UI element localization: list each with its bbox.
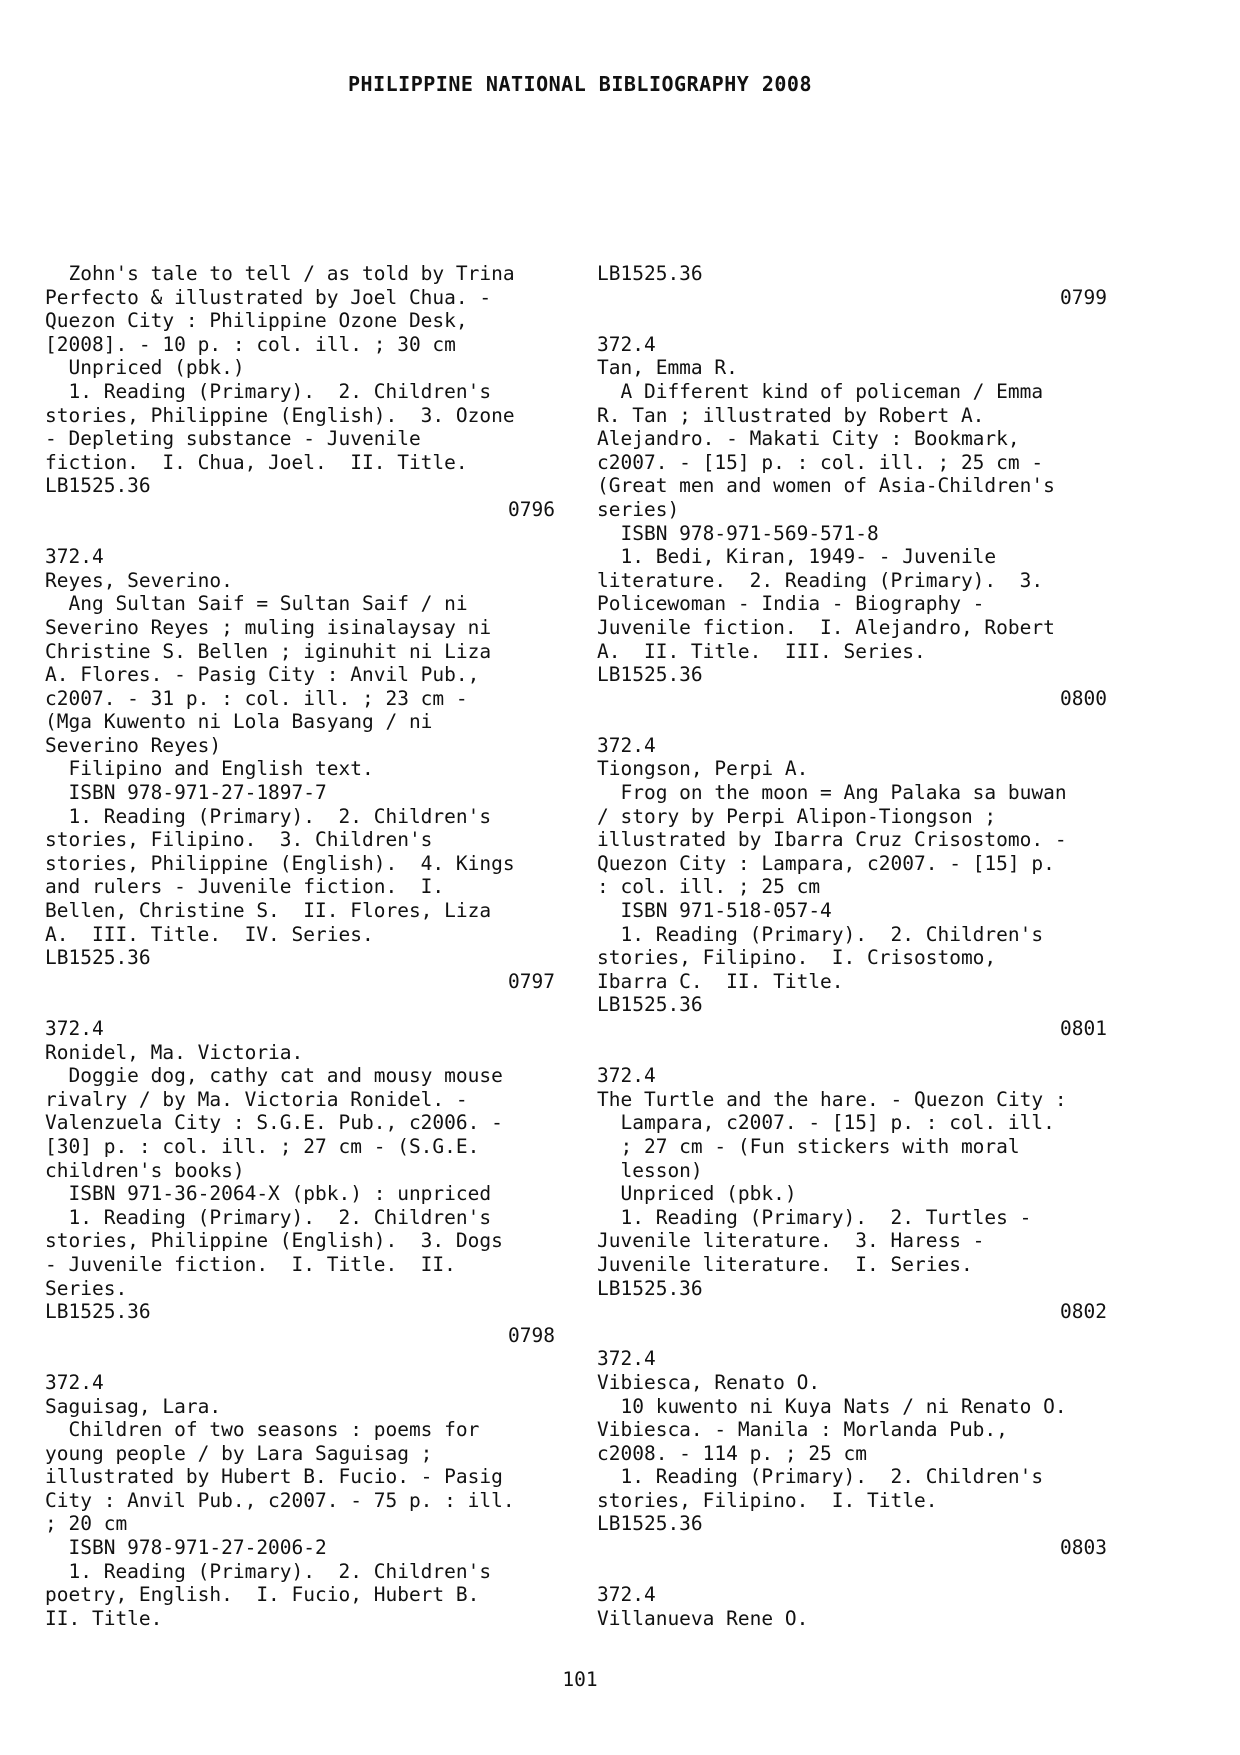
bibliography-line (597, 309, 1107, 333)
entry-number: 0797 (508, 969, 555, 993)
bibliography-line: Quezon City : Lampara, c2007. - [15] p. (597, 851, 1055, 875)
bibliography-line: children's books) (45, 1158, 245, 1182)
bibliography-line (597, 1324, 1107, 1348)
bibliography-line: The Turtle and the hare. - Quezon City : (597, 1087, 1067, 1111)
bibliography-line: young people / by Lara Saguisag ; (45, 1441, 433, 1465)
bibliography-line: 1. Reading (Primary). 2. Children's (45, 379, 492, 403)
bibliography-line: Unpriced (pbk.) (597, 1182, 797, 1206)
bibliography-line: poetry, English. I. Fucio, Hubert B. (45, 1583, 480, 1607)
bibliography-line: LB1525.36 (45, 474, 151, 498)
bibliography-line: literature. 2. Reading (Primary). 3. (597, 568, 1044, 592)
bibliography-line (45, 1347, 555, 1371)
bibliography-line: Juvenile literature. 3. Haress - (597, 1229, 985, 1253)
bibliography-line: ISBN 978-971-27-2006-2 (45, 1536, 327, 1560)
bibliography-line: Valenzuela City : S.G.E. Pub., c2006. - (45, 1111, 503, 1135)
bibliography-line (45, 522, 555, 546)
bibliography-line: fiction. I. Chua, Joel. II. Title. (45, 450, 468, 474)
bibliography-line: LB1525.36 (597, 262, 703, 285)
bibliography-line: 1. Reading (Primary). 2. Children's (597, 1465, 1044, 1489)
bibliography-line: - Juvenile fiction. I. Title. II. (45, 1252, 456, 1276)
bibliography-line: LB1525.36 (45, 946, 151, 970)
bibliography-line: LB1525.36 (597, 1276, 703, 1300)
bibliography-line: Ronidel, Ma. Victoria. (45, 1040, 304, 1064)
bibliography-line: rivalry / by Ma. Victoria Ronidel. - (45, 1087, 468, 1111)
bibliography-line: Severino Reyes ; muling isinalaysay ni (45, 615, 492, 639)
bibliography-line: 372.4 (45, 545, 104, 569)
bibliography-line: Vibiesca, Renato O. (597, 1370, 821, 1394)
bibliography-line: ; 20 cm (45, 1512, 128, 1536)
bibliography-line: LB1525.36 (597, 663, 703, 687)
bibliography-line: c2007. - 31 p. : col. ill. ; 23 cm - (45, 686, 468, 710)
bibliography-line (597, 710, 1107, 734)
bibliography-line: (Great men and women of Asia-Children's (597, 474, 1055, 498)
entry-number: 0803 (1060, 1536, 1107, 1560)
bibliography-line: 372.4 (597, 332, 656, 356)
page-title: PHILIPPINE NATIONAL BIBLIOGRAPHY 2008 (347, 72, 813, 96)
bibliography-line: Unpriced (pbk.) (45, 356, 245, 380)
right-column (597, 262, 1107, 1630)
bibliography-line: 1. Reading (Primary). 2. Children's (597, 922, 1044, 946)
bibliography-line: Saguisag, Lara. (45, 1394, 222, 1418)
bibliography-line: 1. Reading (Primary). 2. Children's (45, 1559, 492, 1583)
bibliography-line: (Mga Kuwento ni Lola Basyang / ni (45, 710, 433, 734)
bibliography-line: ; 27 cm - (Fun stickers with moral (597, 1134, 1020, 1158)
bibliography-line: Ang Sultan Saif = Sultan Saif / ni (45, 592, 468, 616)
bibliography-line: Juvenile literature. I. Series. (597, 1252, 973, 1276)
bibliography-line: Children of two seasons : poems for (45, 1418, 480, 1442)
bibliography-line: c2008. - 114 p. ; 25 cm (597, 1441, 868, 1465)
bibliography-line: 372.4 (45, 1370, 104, 1394)
bibliography-line: Reyes, Severino. (45, 568, 233, 592)
bibliography-line: Ibarra C. II. Title. (597, 969, 844, 993)
bibliography-line: 1. Reading (Primary). 2. Children's (45, 804, 492, 828)
bibliography-line: City : Anvil Pub., c2007. - 75 p. : ill. (45, 1488, 515, 1512)
entry-number: 0801 (1060, 1017, 1107, 1040)
bibliography-line: A. III. Title. IV. Series. (45, 922, 374, 946)
bibliography-line: series) (597, 497, 680, 521)
bibliography-line: Quezon City : Philippine Ozone Desk, (45, 309, 468, 333)
bibliography-line: stories, Philippine (English). 3. Dogs (45, 1229, 503, 1253)
bibliography-line: : col. ill. ; 25 cm (597, 875, 821, 899)
bibliography-line: stories, Philippine (English). 4. Kings (45, 851, 515, 875)
bibliography-line: ISBN 971-518-057-4 (597, 899, 832, 923)
entry-number: 0796 (508, 497, 555, 521)
bibliography-line: Bellen, Christine S. II. Flores, Liza (45, 899, 492, 923)
bibliography-line: II. Title. (45, 1606, 163, 1630)
bibliography-line: A. Flores. - Pasig City : Anvil Pub., (45, 663, 480, 687)
bibliography-line: stories, Filipino. 3. Children's (45, 828, 433, 852)
bibliography-line: Lampara, c2007. - [15] p. : col. ill. (597, 1111, 1055, 1135)
bibliography-line: LB1525.36 (597, 1512, 703, 1536)
bibliography-line: A. II. Title. III. Series. (597, 639, 926, 663)
bibliography-line (597, 1560, 1107, 1584)
bibliography-line: 372.4 (45, 1017, 104, 1040)
bibliography-line (597, 1041, 1107, 1065)
entry-number: 0802 (1060, 1300, 1107, 1324)
entry-number: 0799 (1060, 285, 1107, 309)
bibliography-line: Policewoman - India - Biography - (597, 592, 985, 616)
bibliography-line: / story by Perpi Alipon-Tiongson ; (597, 804, 997, 828)
bibliography-line: ISBN 971-36-2064-X (pbk.) : unpriced (45, 1182, 492, 1206)
bibliography-line: Severino Reyes) (45, 733, 222, 757)
bibliography-line: Tiongson, Perpi A. (597, 757, 809, 781)
bibliography-line: 372.4 (597, 1064, 656, 1088)
bibliography-line: - Depleting substance - Juvenile (45, 427, 421, 451)
bibliography-line: Doggie dog, cathy cat and mousy mouse (45, 1064, 503, 1088)
bibliography-line: c2007. - [15] p. : col. ill. ; 25 cm - (597, 450, 1044, 474)
bibliography-line: Frog on the moon = Ang Palaka sa buwan (597, 781, 1067, 805)
bibliography-line: Juvenile fiction. I. Alejandro, Robert (597, 615, 1055, 639)
bibliography-line: [30] p. : col. ill. ; 27 cm - (S.G.E. (45, 1134, 480, 1158)
bibliography-line: Zohn's tale to tell / as told by Trina (45, 262, 515, 285)
bibliography-line: LB1525.36 (597, 993, 703, 1017)
bibliography-line (45, 993, 555, 1017)
bibliography-line: stories, Philippine (English). 3. Ozone (45, 403, 515, 427)
bibliography-line: [2008]. - 10 p. : col. ill. ; 30 cm (45, 332, 456, 356)
bibliography-line: Villanueva Rene O. (597, 1606, 809, 1630)
bibliography-line: Perfecto & illustrated by Joel Chua. - (45, 285, 492, 309)
bibliography-line: 10 kuwento ni Kuya Nats / ni Renato O. (597, 1394, 1067, 1418)
bibliography-line: and rulers - Juvenile fiction. I. (45, 875, 445, 899)
left-column (45, 262, 555, 1630)
bibliography-line: ISBN 978-971-27-1897-7 (45, 781, 327, 805)
bibliography-line: stories, Filipino. I. Crisostomo, (597, 946, 997, 970)
bibliography-line: Filipino and English text. (45, 757, 374, 781)
bibliography-line: Series. (45, 1276, 128, 1300)
bibliography-line: 372.4 (597, 1347, 656, 1371)
bibliography-line: Tan, Emma R. (597, 356, 738, 380)
bibliography-line: A Different kind of policeman / Emma (597, 379, 1044, 403)
bibliography-line: Alejandro. - Makati City : Bookmark, (597, 427, 1020, 451)
bibliography-line: 1. Reading (Primary). 2. Children's (45, 1205, 492, 1229)
bibliography-line: Vibiesca. - Manila : Morlanda Pub., (597, 1418, 1008, 1442)
bibliography-line: lesson) (597, 1158, 703, 1182)
page-number: 101 (562, 1668, 598, 1691)
bibliography-line: Christine S. Bellen ; iginuhit ni Liza (45, 639, 492, 663)
bibliography-line: illustrated by Hubert B. Fucio. - Pasig (45, 1465, 503, 1489)
bibliography-line: stories, Filipino. I. Title. (597, 1488, 938, 1512)
bibliography-line: LB1525.36 (45, 1300, 151, 1324)
bibliography-line: ISBN 978-971-569-571-8 (597, 521, 879, 545)
bibliography-line: illustrated by Ibarra Cruz Crisostomo. - (597, 828, 1067, 852)
bibliography-line: 372.4 (597, 1583, 656, 1607)
bibliography-line: R. Tan ; illustrated by Robert A. (597, 403, 985, 427)
entry-number: 0800 (1060, 686, 1107, 710)
bibliography-line: 372.4 (597, 733, 656, 757)
entry-number: 0798 (508, 1323, 555, 1347)
bibliography-line: 1. Reading (Primary). 2. Turtles - (597, 1205, 1032, 1229)
bibliography-line: 1. Bedi, Kiran, 1949- - Juvenile (597, 545, 997, 569)
